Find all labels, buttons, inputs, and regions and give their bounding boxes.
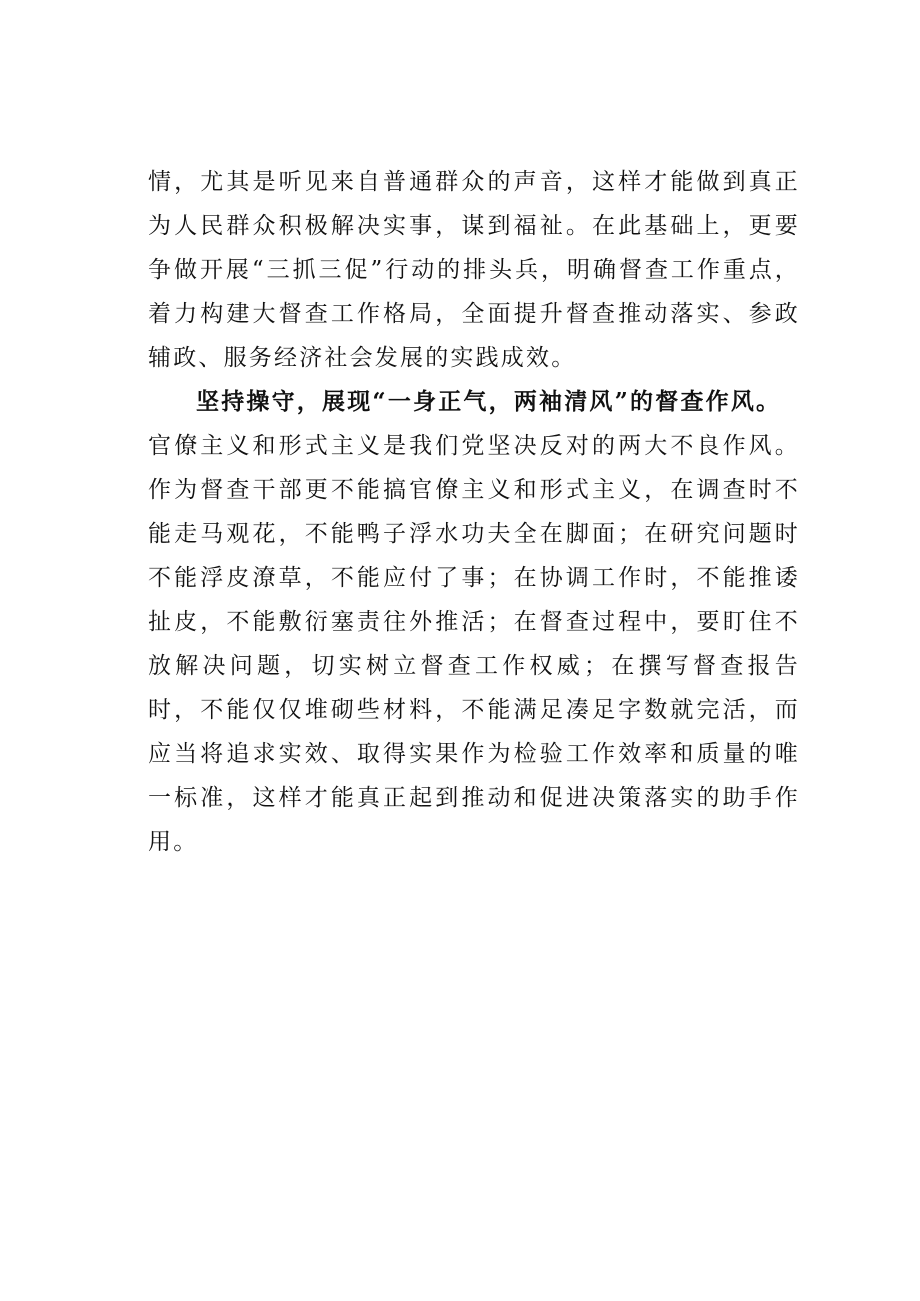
- document-body: [148, 160, 800, 864]
- paragraph-continuation: 情，尤其是听见来自普通群众的声音，这样才能做到真正为人民群众积极解决实事，谋到福祉。在此基础上，更要争做开展“三抓三促”行动的排头兵，明确督查工作重点，着力构建大督查工作格局，全面提升督查推动落实、参政辅政、服务经济社会发展的实践成效。: [148, 169, 800, 371]
- paragraph-body: 官僚主义和形式主义是我们党坚决反对的两大不良作风。作为督查干部更不能搞官僚主义和形式主义，在调查时不能走马观花，不能鸭子浮水功夫全在脚面；在研究问题时不能浮皮潦草，不能应付了事；在协调工作时，不能推诿扯皮，不能敷衍塞责往外推活；在督查过程中，要盯住不放解决问题，切实树立督查工作权威；在撰写督查报告时，不能仅仅堆砌些材料，不能满足凑足字数就完活，而应当将追求实效、取得实果作为检验工作效率和质量的唯一标准，这样才能真正起到推动和促进决策落实的助手作用。: [148, 433, 800, 855]
- section-heading: 坚持操守，展现“一身正气，两袖清风”的督查作风。: [196, 388, 782, 415]
